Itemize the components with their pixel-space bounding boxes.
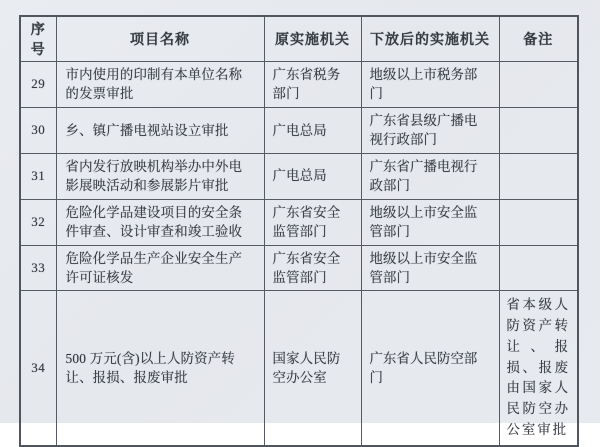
cell-original-agency: 广东省安全监管部门 (264, 199, 361, 245)
cell-project-name: 市内使用的印制有本单位名称的发票审批 (56, 62, 264, 108)
cell-remark (499, 107, 578, 153)
approval-items-table (19, 15, 579, 447)
cell-delegated-agency: 地级以上市安全监管部门 (361, 245, 499, 291)
header-cell-delegated-agency: 下放后的实施机关 (361, 16, 499, 62)
cell-no: 32 (20, 199, 56, 245)
cell-remark (499, 153, 578, 199)
cell-no: 33 (20, 245, 56, 291)
cell-original-agency: 广东省税务部门 (264, 62, 361, 108)
header-cell-project: 项目名称 (56, 16, 264, 62)
header-cell-original-agency: 原实施机关 (264, 16, 361, 62)
cell-delegated-agency: 广东省县级广播电视行政部门 (361, 107, 499, 153)
table-row (20, 153, 578, 199)
cell-project-name: 省内发行放映机构举办中外电影展映活动和参展影片审批 (56, 153, 264, 199)
cell-no: 34 (20, 291, 56, 446)
cell-project-name: 危险化学品生产企业安全生产许可证核发 (56, 245, 264, 291)
cell-no: 30 (20, 107, 56, 153)
table-row (20, 62, 578, 108)
cell-project-name: 乡、镇广播电视站设立审批 (56, 107, 264, 153)
table-header-row (20, 16, 578, 62)
table-row (20, 245, 578, 291)
cell-original-agency: 广东省安全监管部门 (264, 245, 361, 291)
header-cell-remark: 备注 (499, 16, 578, 62)
cell-remark: 省本级人防资产转让、报损、报废由国家人民防空办公室审批 (499, 291, 578, 446)
cell-delegated-agency: 广东省广播电视行政部门 (361, 153, 499, 199)
cell-remark (499, 199, 578, 245)
cell-original-agency: 广电总局 (264, 107, 361, 153)
cell-no: 29 (20, 62, 56, 108)
table-row (20, 199, 578, 245)
cell-project-name: 危险化学品建设项目的安全条件审查、设计审查和竣工验收 (56, 199, 264, 245)
cell-delegated-agency: 地级以上市税务部门 (361, 62, 499, 108)
cell-original-agency: 国家人民防空办公室 (264, 291, 361, 446)
cell-no: 31 (20, 153, 56, 199)
cell-delegated-agency: 广东省人民防空部门 (361, 291, 499, 446)
cell-project-name: 500 万元(含)以上人防资产转让、报损、报废审批 (56, 291, 264, 446)
cell-remark (499, 62, 578, 108)
cell-remark (499, 245, 578, 291)
header-cell-no: 序号 (20, 16, 56, 62)
cell-delegated-agency: 地级以上市安全监管部门 (361, 199, 499, 245)
cell-original-agency: 广电总局 (264, 153, 361, 199)
table-row (20, 107, 578, 153)
